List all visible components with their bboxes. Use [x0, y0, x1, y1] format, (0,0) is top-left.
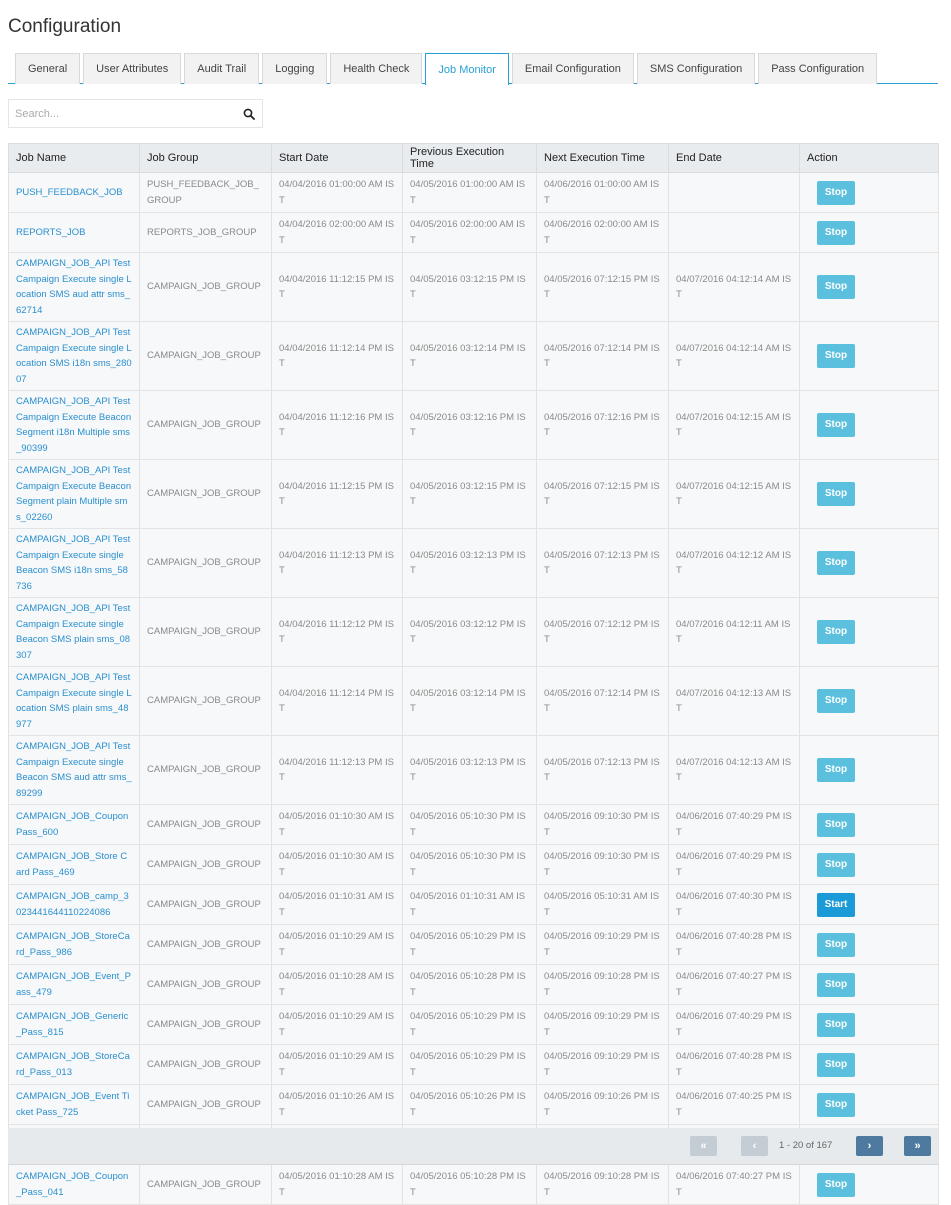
- job-start-cell: 04/04/2016 02:00:00 AM IST: [272, 213, 403, 253]
- job-end-cell: 04/07/2016 04:12:13 AM IST: [669, 667, 800, 736]
- job-name-cell: [9, 845, 140, 885]
- stop-job-button[interactable]: Stop: [817, 551, 855, 575]
- job-name-cell: [9, 1085, 140, 1125]
- job-action-cell: [800, 885, 939, 925]
- job-next-cell: 04/05/2016 07:12:15 PM IST: [537, 460, 669, 529]
- job-start-cell: 04/04/2016 11:12:13 PM IST: [272, 736, 403, 805]
- job-action-cell: [800, 598, 939, 667]
- job-name-cell: [9, 965, 140, 1005]
- job-group-cell: CAMPAIGN_JOB_GROUP: [140, 965, 272, 1005]
- job-start-cell: 04/04/2016 11:12:16 PM IST: [272, 391, 403, 460]
- column-header-next-execution-time[interactable]: Next Execution Time: [537, 144, 669, 173]
- tab-sms-configuration[interactable]: SMS Configuration: [637, 53, 755, 84]
- job-end-cell: 04/06/2016 07:40:30 PM IST: [669, 885, 800, 925]
- job-prev-cell: 04/05/2016 05:10:30 PM IST: [403, 805, 537, 845]
- job-start-cell: 04/05/2016 01:10:31 AM IST: [272, 885, 403, 925]
- job-prev-cell: 04/05/2016 05:10:28 PM IST: [403, 965, 537, 1005]
- prev-page-button[interactable]: ‹: [741, 1136, 768, 1156]
- job-prev-cell: 04/05/2016 01:10:31 AM IST: [403, 885, 537, 925]
- job-name-link[interactable]: CAMPAIGN_JOB_API Test Campaign Execute single Beacon SMS plain sms_08307: [16, 603, 131, 661]
- job-group-cell: REPORTS_JOB_GROUP: [140, 213, 272, 253]
- job-action-cell: [800, 1085, 939, 1125]
- table-row: [9, 213, 939, 253]
- job-next-cell: 04/05/2016 07:12:12 PM IST: [537, 598, 669, 667]
- table-row: [9, 736, 939, 805]
- job-action-cell: [800, 529, 939, 598]
- job-prev-cell: 04/05/2016 05:10:30 PM IST: [403, 845, 537, 885]
- job-next-cell: 04/05/2016 07:12:13 PM IST: [537, 736, 669, 805]
- job-start-cell: 04/04/2016 11:12:14 PM IST: [272, 667, 403, 736]
- job-end-cell: 04/06/2016 07:40:29 PM IST: [669, 845, 800, 885]
- job-next-cell: 04/05/2016 09:10:26 PM IST: [537, 1085, 669, 1125]
- job-name-link[interactable]: CAMPAIGN_JOB_Store Card Pass_469: [16, 851, 128, 878]
- job-name-link[interactable]: CAMPAIGN_JOB_Event Ticket Pass_725: [16, 1091, 130, 1118]
- job-name-link[interactable]: CAMPAIGN_JOB_StoreCard_Pass_013: [16, 1051, 130, 1078]
- table-row: [9, 322, 939, 391]
- table-row: [9, 529, 939, 598]
- job-name-cell: [9, 1005, 140, 1045]
- job-group-cell: CAMPAIGN_JOB_GROUP: [140, 391, 272, 460]
- job-group-cell: CAMPAIGN_JOB_GROUP: [140, 925, 272, 965]
- job-prev-cell: 04/05/2016 05:10:29 PM IST: [403, 1005, 537, 1045]
- job-name-cell: [9, 529, 140, 598]
- job-prev-cell: 04/05/2016 05:10:29 PM IST: [403, 925, 537, 965]
- tab-health-check[interactable]: Health Check: [330, 53, 422, 84]
- job-prev-cell: 04/05/2016 01:00:00 AM IST: [403, 173, 537, 213]
- table-row: [9, 925, 939, 965]
- job-prev-cell: 04/05/2016 03:12:15 PM IST: [403, 253, 537, 322]
- job-end-cell: 04/07/2016 04:12:14 AM IST: [669, 322, 800, 391]
- table-row: [9, 965, 939, 1005]
- job-name-link[interactable]: CAMPAIGN_JOB_API Test Campaign Execute Beacon Segment i18n Multiple sms_90399: [16, 396, 132, 454]
- job-start-cell: 04/05/2016 01:10:29 AM IST: [272, 1045, 403, 1085]
- job-action-cell: [800, 391, 939, 460]
- stop-job-button[interactable]: Stop: [817, 689, 855, 713]
- table-header-row: [9, 144, 939, 173]
- job-start-cell: 04/04/2016 11:12:13 PM IST: [272, 529, 403, 598]
- table-row: [9, 885, 939, 925]
- job-group-cell: CAMPAIGN_JOB_GROUP: [140, 1005, 272, 1045]
- job-next-cell: 04/05/2016 07:12:15 PM IST: [537, 253, 669, 322]
- search-icon[interactable]: [236, 108, 262, 120]
- start-job-button[interactable]: Start: [817, 893, 855, 917]
- job-prev-cell: 04/05/2016 05:10:26 PM IST: [403, 1085, 537, 1125]
- stop-job-button[interactable]: Stop: [817, 853, 855, 877]
- job-group-cell: CAMPAIGN_JOB_GROUP: [140, 1165, 272, 1205]
- job-end-cell: 04/07/2016 04:12:11 AM IST: [669, 598, 800, 667]
- column-header-action[interactable]: Action: [800, 144, 939, 173]
- job-start-cell: 04/04/2016 11:12:12 PM IST: [272, 598, 403, 667]
- next-page-button[interactable]: ›: [856, 1136, 883, 1156]
- last-page-button[interactable]: »: [904, 1136, 931, 1156]
- job-prev-cell: 04/05/2016 05:10:29 PM IST: [403, 1045, 537, 1085]
- job-group-cell: CAMPAIGN_JOB_GROUP: [140, 805, 272, 845]
- job-next-cell: 04/05/2016 09:10:29 PM IST: [537, 1045, 669, 1085]
- stop-job-button[interactable]: Stop: [817, 1053, 855, 1077]
- job-name-link[interactable]: CAMPAIGN_JOB_Coupon Pass_600: [16, 811, 129, 838]
- job-group-cell: CAMPAIGN_JOB_GROUP: [140, 667, 272, 736]
- stop-job-button[interactable]: Stop: [817, 181, 855, 205]
- job-name-cell: [9, 885, 140, 925]
- job-name-link[interactable]: CAMPAIGN_JOB_Generic_Pass_815: [16, 1011, 129, 1038]
- table-row: [9, 598, 939, 667]
- job-name-cell: [9, 925, 140, 965]
- job-name-cell: [9, 460, 140, 529]
- job-name-cell: [9, 173, 140, 213]
- job-end-cell: 04/07/2016 04:12:14 AM IST: [669, 253, 800, 322]
- job-prev-cell: 04/05/2016 03:12:13 PM IST: [403, 736, 537, 805]
- job-next-cell: 04/05/2016 09:10:30 PM IST: [537, 805, 669, 845]
- table-row: [9, 667, 939, 736]
- table-row: [9, 1045, 939, 1085]
- job-end-cell: 04/07/2016 04:12:15 AM IST: [669, 391, 800, 460]
- job-start-cell: 04/05/2016 01:10:29 AM IST: [272, 1005, 403, 1045]
- first-page-button[interactable]: «: [690, 1136, 717, 1156]
- stop-job-button[interactable]: Stop: [817, 813, 855, 837]
- job-next-cell: 04/05/2016 09:10:28 PM IST: [537, 965, 669, 1005]
- search-input[interactable]: [9, 100, 236, 127]
- job-start-cell: 04/04/2016 11:12:15 PM IST: [272, 460, 403, 529]
- table-row: [9, 173, 939, 213]
- job-name-link[interactable]: CAMPAIGN_JOB_StoreCard_Pass_986: [16, 931, 130, 958]
- job-action-cell: [800, 173, 939, 213]
- search-box: [8, 99, 263, 128]
- job-next-cell: 04/06/2016 02:00:00 AM IST: [537, 213, 669, 253]
- stop-job-button[interactable]: Stop: [817, 933, 855, 957]
- job-name-cell: [9, 805, 140, 845]
- stop-job-button[interactable]: Stop: [817, 344, 855, 368]
- job-prev-cell: 04/05/2016 03:12:13 PM IST: [403, 529, 537, 598]
- tab-general[interactable]: General: [15, 53, 80, 84]
- job-end-cell: 04/07/2016 04:12:15 AM IST: [669, 460, 800, 529]
- job-prev-cell: 04/05/2016 03:12:14 PM IST: [403, 322, 537, 391]
- job-prev-cell: 04/05/2016 03:12:16 PM IST: [403, 391, 537, 460]
- job-name-link[interactable]: CAMPAIGN_JOB_API Test Campaign Execute single Beacon SMS aud attr sms_89299: [16, 741, 132, 799]
- pagination-bar: [8, 1128, 938, 1165]
- job-end-cell: 04/06/2016 07:40:27 PM IST: [669, 965, 800, 1005]
- job-name-link[interactable]: CAMPAIGN_JOB_camp_3023441644110224086: [16, 891, 129, 918]
- job-name-cell: [9, 667, 140, 736]
- job-start-cell: 04/05/2016 01:10:28 AM IST: [272, 1165, 403, 1205]
- job-group-cell: CAMPAIGN_JOB_GROUP: [140, 736, 272, 805]
- stop-job-button[interactable]: Stop: [817, 1173, 855, 1197]
- stop-job-button[interactable]: Stop: [817, 275, 855, 299]
- tab-pass-configuration[interactable]: Pass Configuration: [758, 53, 877, 84]
- job-name-link[interactable]: REPORTS_JOB: [16, 226, 86, 238]
- job-action-cell: [800, 965, 939, 1005]
- job-group-cell: CAMPAIGN_JOB_GROUP: [140, 845, 272, 885]
- job-name-cell: [9, 253, 140, 322]
- job-end-cell: 04/06/2016 07:40:29 PM IST: [669, 1005, 800, 1045]
- job-name-cell: [9, 1045, 140, 1085]
- stop-job-button[interactable]: Stop: [817, 1013, 855, 1037]
- job-start-cell: 04/04/2016 01:00:00 AM IST: [272, 173, 403, 213]
- job-next-cell: 04/05/2016 07:12:13 PM IST: [537, 529, 669, 598]
- job-next-cell: 04/06/2016 01:00:00 AM IST: [537, 173, 669, 213]
- job-next-cell: 04/05/2016 07:12:14 PM IST: [537, 322, 669, 391]
- table-row: [9, 253, 939, 322]
- job-prev-cell: 04/05/2016 03:12:15 PM IST: [403, 460, 537, 529]
- job-end-cell: 04/06/2016 07:40:25 PM IST: [669, 1085, 800, 1125]
- job-end-cell: 04/06/2016 07:40:28 PM IST: [669, 1045, 800, 1085]
- job-name-link[interactable]: CAMPAIGN_JOB_Event_Pass_479: [16, 971, 131, 998]
- job-action-cell: [800, 1165, 939, 1205]
- job-action-cell: [800, 667, 939, 736]
- job-next-cell: 04/05/2016 07:12:16 PM IST: [537, 391, 669, 460]
- job-group-cell: CAMPAIGN_JOB_GROUP: [140, 885, 272, 925]
- table-row: [9, 1005, 939, 1045]
- job-name-cell: [9, 1165, 140, 1205]
- page-title: Configuration: [8, 16, 122, 37]
- job-prev-cell: 04/05/2016 05:10:28 PM IST: [403, 1165, 537, 1205]
- job-next-cell: 04/05/2016 09:10:30 PM IST: [537, 845, 669, 885]
- job-action-cell: [800, 460, 939, 529]
- table-row: [9, 460, 939, 529]
- job-end-cell: 04/06/2016 07:40:29 PM IST: [669, 805, 800, 845]
- job-next-cell: 04/05/2016 05:10:31 AM IST: [537, 885, 669, 925]
- table-row: [9, 845, 939, 885]
- table-row: [9, 805, 939, 845]
- column-header-job-name[interactable]: Job Name: [9, 144, 140, 173]
- tab-job-monitor[interactable]: Job Monitor: [425, 53, 508, 85]
- job-start-cell: 04/05/2016 01:10:26 AM IST: [272, 1085, 403, 1125]
- tab-email-configuration[interactable]: Email Configuration: [512, 53, 634, 84]
- column-header-job-group[interactable]: Job Group: [140, 144, 272, 173]
- job-action-cell: [800, 1005, 939, 1045]
- job-next-cell: 04/05/2016 09:10:29 PM IST: [537, 1005, 669, 1045]
- pagination-info: 1 - 20 of 167: [779, 1140, 833, 1151]
- job-start-cell: 04/05/2016 01:10:29 AM IST: [272, 925, 403, 965]
- stop-job-button[interactable]: Stop: [817, 482, 855, 506]
- job-action-cell: [800, 805, 939, 845]
- job-group-cell: CAMPAIGN_JOB_GROUP: [140, 529, 272, 598]
- job-next-cell: 04/05/2016 07:12:14 PM IST: [537, 667, 669, 736]
- job-group-cell: PUSH_FEEDBACK_JOB_GROUP: [140, 173, 272, 213]
- job-next-cell: 04/05/2016 09:10:28 PM IST: [537, 1165, 669, 1205]
- job-group-cell: CAMPAIGN_JOB_GROUP: [140, 1085, 272, 1125]
- job-prev-cell: 04/05/2016 02:00:00 AM IST: [403, 213, 537, 253]
- column-header-start-date[interactable]: Start Date: [272, 144, 403, 173]
- job-group-cell: CAMPAIGN_JOB_GROUP: [140, 598, 272, 667]
- stop-job-button[interactable]: Stop: [817, 1093, 855, 1117]
- table-row: [9, 1165, 939, 1205]
- job-name-cell: [9, 391, 140, 460]
- stop-job-button[interactable]: Stop: [817, 973, 855, 997]
- job-name-link[interactable]: CAMPAIGN_JOB_API Test Campaign Execute single Location SMS i18n sms_28007: [16, 327, 132, 385]
- stop-job-button[interactable]: Stop: [817, 758, 855, 782]
- column-header-end-date[interactable]: End Date: [669, 144, 800, 173]
- table-row: [9, 391, 939, 460]
- job-name-link[interactable]: CAMPAIGN_JOB_API Test Campaign Execute single Beacon SMS i18n sms_58736: [16, 534, 131, 592]
- job-name-link[interactable]: CAMPAIGN_JOB_API Test Campaign Execute single Location SMS plain sms_48977: [16, 672, 132, 730]
- job-action-cell: [800, 213, 939, 253]
- job-group-cell: CAMPAIGN_JOB_GROUP: [140, 460, 272, 529]
- job-end-cell: 04/06/2016 07:40:28 PM IST: [669, 925, 800, 965]
- job-prev-cell: 04/05/2016 03:12:12 PM IST: [403, 598, 537, 667]
- stop-job-button[interactable]: Stop: [817, 413, 855, 437]
- stop-job-button[interactable]: Stop: [817, 221, 855, 245]
- job-start-cell: 04/05/2016 01:10:30 AM IST: [272, 805, 403, 845]
- job-action-cell: [800, 1045, 939, 1085]
- job-name-cell: [9, 598, 140, 667]
- job-action-cell: [800, 253, 939, 322]
- job-prev-cell: 04/05/2016 03:12:14 PM IST: [403, 667, 537, 736]
- job-name-link[interactable]: PUSH_FEEDBACK_JOB: [16, 186, 123, 198]
- table-row: [9, 1085, 939, 1125]
- job-action-cell: [800, 736, 939, 805]
- job-action-cell: [800, 925, 939, 965]
- column-header-previous-execution-time[interactable]: Previous Execution Time: [403, 144, 537, 173]
- tab-bar: [8, 53, 938, 84]
- job-start-cell: 04/05/2016 01:10:30 AM IST: [272, 845, 403, 885]
- tab-audit-trail[interactable]: Audit Trail: [184, 53, 259, 84]
- job-start-cell: 04/04/2016 11:12:14 PM IST: [272, 322, 403, 391]
- job-action-cell: [800, 322, 939, 391]
- job-next-cell: 04/05/2016 09:10:29 PM IST: [537, 925, 669, 965]
- job-name-link[interactable]: CAMPAIGN_JOB_Coupon_Pass_041: [16, 1171, 129, 1198]
- tab-user-attributes[interactable]: User Attributes: [83, 53, 181, 84]
- job-start-cell: 04/04/2016 11:12:15 PM IST: [272, 253, 403, 322]
- job-end-cell: 04/06/2016 07:40:27 PM IST: [669, 1165, 800, 1205]
- job-start-cell: 04/05/2016 01:10:28 AM IST: [272, 965, 403, 1005]
- job-end-cell: 04/07/2016 04:12:12 AM IST: [669, 529, 800, 598]
- job-name-cell: [9, 736, 140, 805]
- job-group-cell: CAMPAIGN_JOB_GROUP: [140, 253, 272, 322]
- job-end-cell: [669, 173, 800, 213]
- stop-job-button[interactable]: Stop: [817, 620, 855, 644]
- jobs-table: [8, 143, 939, 1205]
- job-name-cell: [9, 322, 140, 391]
- job-name-link[interactable]: CAMPAIGN_JOB_API Test Campaign Execute single Location SMS aud attr sms_62714: [16, 258, 132, 316]
- job-group-cell: CAMPAIGN_JOB_GROUP: [140, 1045, 272, 1085]
- job-end-cell: 04/07/2016 04:12:13 AM IST: [669, 736, 800, 805]
- job-end-cell: [669, 213, 800, 253]
- job-action-cell: [800, 845, 939, 885]
- tab-logging[interactable]: Logging: [262, 53, 327, 84]
- job-group-cell: CAMPAIGN_JOB_GROUP: [140, 322, 272, 391]
- job-name-link[interactable]: CAMPAIGN_JOB_API Test Campaign Execute Beacon Segment plain Multiple sms_02260: [16, 465, 132, 523]
- job-name-cell: [9, 213, 140, 253]
